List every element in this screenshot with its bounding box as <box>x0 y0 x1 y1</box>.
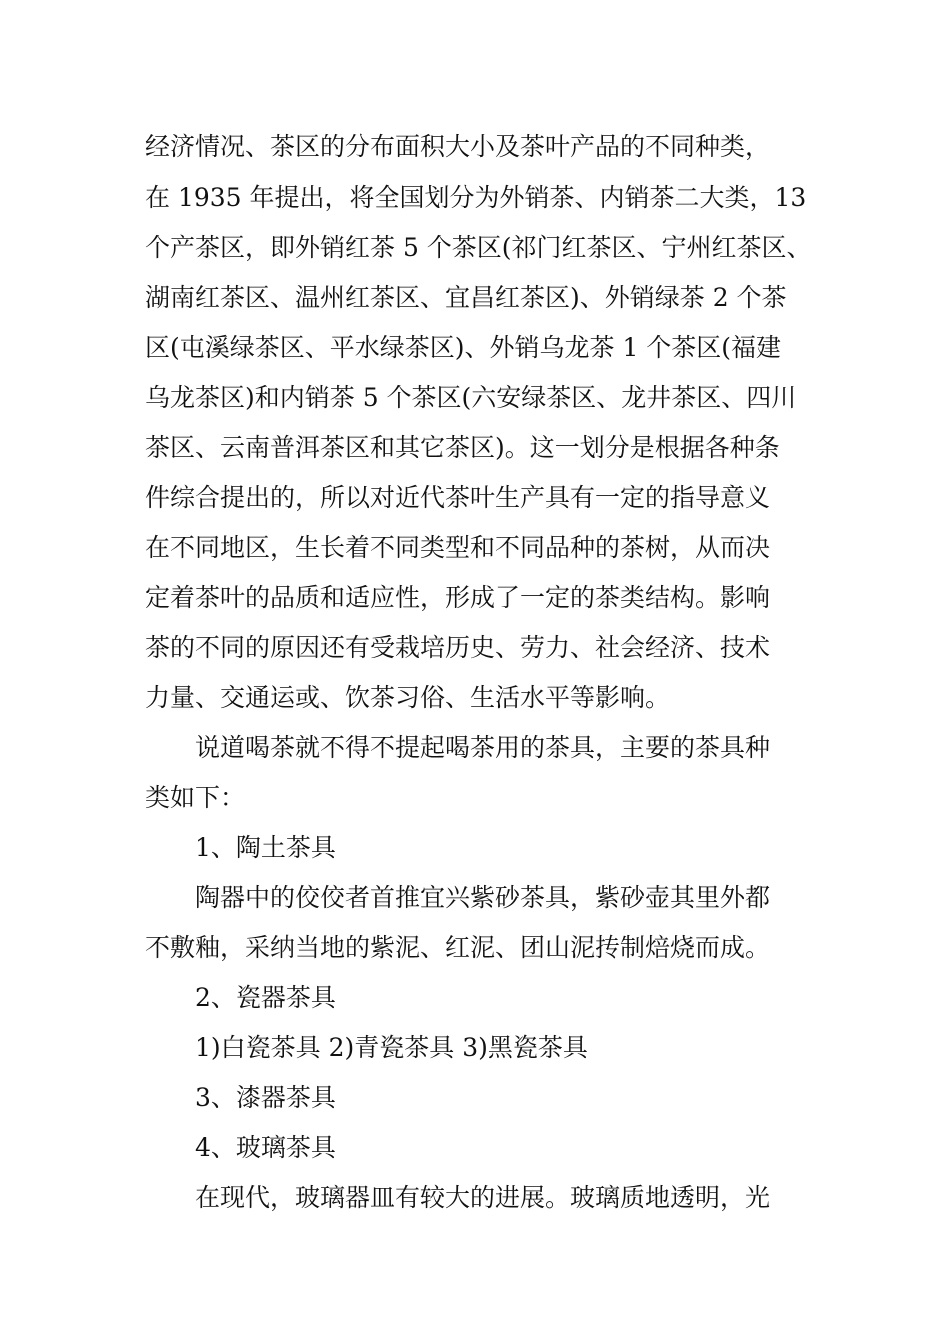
text-line: 个产茶区，即外销红茶 5 个茶区(祁门红茶区、宁州红茶区、 <box>145 233 812 262</box>
text-line: 力量、交通运或、饮茶习俗、生活水平等影响。 <box>145 683 671 712</box>
text-line: 区(屯溪绿茶区、平水绿茶区)、外销乌龙茶 1 个茶区(福建 <box>145 333 782 362</box>
paragraph-first-line: 说道喝茶就不得不提起喝茶用的茶具，主要的茶具种 <box>195 733 771 762</box>
section-heading: 4、玻璃茶具 <box>195 1133 336 1162</box>
text-line: 定着茶叶的品质和适应性，形成了一定的茶类结构。影响 <box>145 583 771 612</box>
text-line: 乌龙茶区)和内销茶 5 个茶区(六安绿茶区、龙井茶区、四川 <box>145 383 797 412</box>
text-line: 在不同地区，生长着不同类型和不同品种的茶树，从而决 <box>145 533 771 562</box>
section-heading: 1、陶土茶具 <box>195 833 336 862</box>
section-heading: 2、瓷器茶具 <box>195 983 336 1012</box>
text-line: 类如下： <box>145 783 246 812</box>
section-heading: 3、漆器茶具 <box>195 1083 336 1112</box>
list-line: 1)白瓷茶具 2)青瓷茶具 3)黑瓷茶具 <box>195 1033 588 1062</box>
text-line: 湖南红茶区、温州红茶区、宜昌红茶区)、外销绿茶 2 个茶 <box>145 283 787 312</box>
paragraph-first-line: 陶器中的佼佼者首推宜兴紫砂茶具，紫砂壶其里外都 <box>195 883 771 912</box>
text-line: 不敷釉，采纳当地的紫泥、红泥、团山泥抟制焙烧而成。 <box>145 933 771 962</box>
text-line: 件综合提出的，所以对近代茶叶生产具有一定的指导意义 <box>145 483 771 512</box>
paragraph-first-line: 在现代，玻璃器皿有较大的进展。玻璃质地透明，光 <box>195 1183 771 1212</box>
text-line: 茶的不同的原因还有受栽培历史、劳力、社会经济、技术 <box>145 633 771 662</box>
text-line: 在 1935 年提出，将全国划分为外销茶、内销茶二大类，13 <box>145 183 807 212</box>
text-line: 经济情况、茶区的分布面积大小及茶叶产品的不同种类， <box>145 132 771 161</box>
text-line: 茶区、云南普洱茶区和其它茶区)。这一划分是根据各种条 <box>145 433 780 462</box>
